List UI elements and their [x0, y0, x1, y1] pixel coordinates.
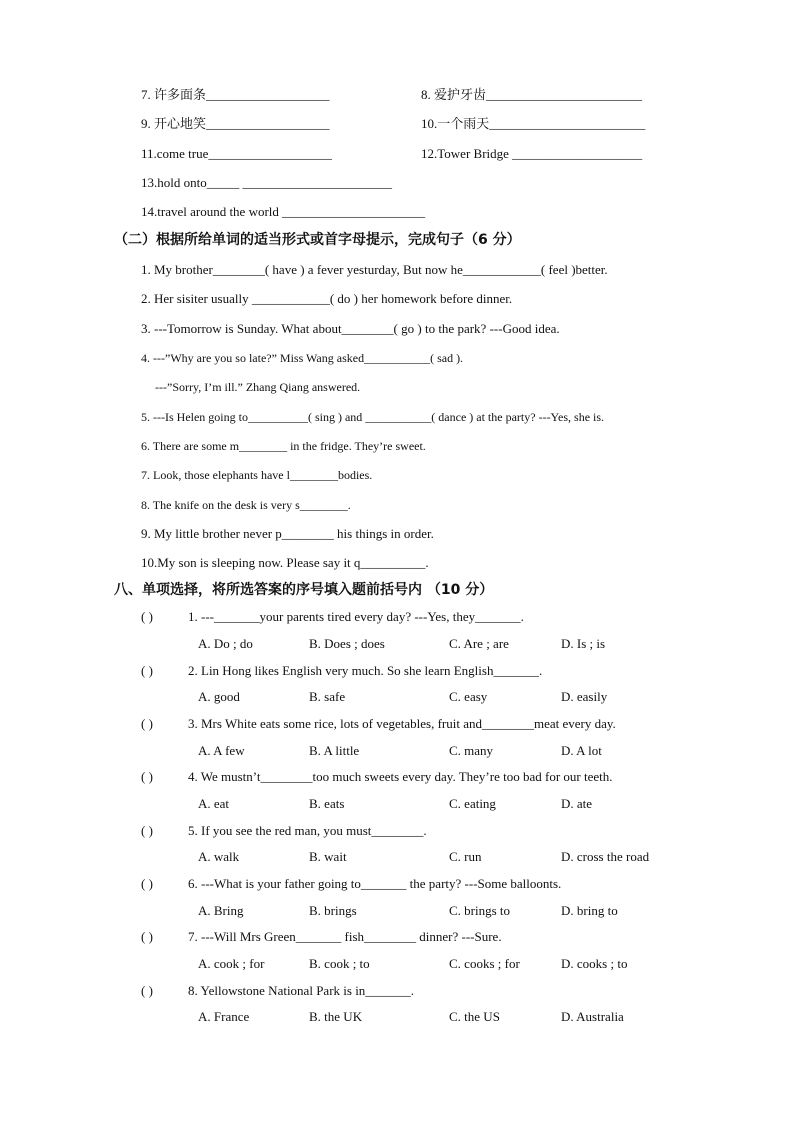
question-text: 7. ---Will Mrs Green_______ fish________ dinner? ---Sure.: [188, 929, 502, 944]
option-c: C. cooks ; for: [449, 956, 520, 971]
vocab-item-10: 10.一个雨天________________________: [421, 116, 646, 131]
vocab-item-12: 12.Tower Bridge ____________________: [421, 146, 643, 161]
option-d: D. easily: [561, 689, 608, 704]
answer-blank[interactable]: ( ): [141, 716, 153, 731]
option-a: A. good: [198, 689, 240, 704]
answer-blank[interactable]: ( ): [141, 983, 153, 998]
option-a: A. Bring: [198, 903, 244, 918]
option-c: C. eating: [449, 796, 496, 811]
vocab-item-9: 9. 开心地笑___________________: [141, 116, 330, 131]
question-text: 6. ---What is your father going to_______ the party? ---Some balloonts.: [188, 876, 562, 891]
option-c: C. the US: [449, 1009, 500, 1024]
option-c: C. brings to: [449, 903, 511, 918]
question-text: 5. If you see the red man, you must________.: [188, 823, 427, 838]
option-a: A. France: [198, 1009, 250, 1024]
option-b: B. brings: [309, 903, 357, 918]
fill-item-4: 4. ---”Why are you so late?” Miss Wang asked___________( sad ).: [141, 351, 464, 365]
option-c: C. run: [449, 849, 482, 864]
fill-item-10: 10.My son is sleeping now. Please say it q__________.: [141, 555, 429, 570]
question-text: 1. ---_______your parents tired every day? ---Yes, they_______.: [188, 609, 524, 624]
answer-blank[interactable]: ( ): [141, 663, 153, 678]
option-a: A. walk: [198, 849, 240, 864]
fill-item-4-reply: ---”Sorry, I’m ill.” Zhang Qiang answered.: [155, 380, 361, 394]
fill-item-7: 7. Look, those elephants have l________bodies.: [141, 468, 373, 482]
option-b: B. safe: [309, 689, 346, 704]
fill-item-6: 6. There are some m________ in the fridge. They’re sweet.: [141, 439, 426, 453]
question-text: 8. Yellowstone National Park is in_______.: [188, 983, 415, 998]
option-d: D. Is ; is: [561, 636, 606, 651]
vocab-item-11: 11.come true___________________: [141, 146, 332, 161]
answer-blank[interactable]: ( ): [141, 769, 153, 784]
fill-item-1: 1. My brother________( have ) a fever yesturday, But now he____________( feel )better.: [141, 262, 608, 277]
option-a: A. Do ; do: [198, 636, 253, 651]
section-8-heading: 八、单项选择，将所选答案的序号填入题前括号内 （10 分）: [114, 582, 494, 598]
answer-blank[interactable]: ( ): [141, 929, 153, 944]
option-d: D. A lot: [561, 743, 602, 758]
vocab-item-14: 14.travel around the world ______________________: [141, 204, 426, 219]
question-text: 4. We mustn’t________too much sweets every day. They’re too bad for our teeth.: [188, 769, 613, 784]
answer-blank[interactable]: ( ): [141, 823, 153, 838]
option-d: D. cross the road: [561, 849, 650, 864]
option-b: B. A little: [309, 743, 360, 758]
option-c: C. easy: [449, 689, 488, 704]
question-text: 2. Lin Hong likes English very much. So she learn English_______.: [188, 663, 543, 678]
fill-item-5: 5. ---Is Helen going to__________( sing ) and ___________( dance ) at the party? ---Yes, she is.: [141, 410, 605, 424]
option-d: D. cooks ; to: [561, 956, 628, 971]
fill-item-2: 2. Her sisiter usually ____________( do ) her homework before dinner.: [141, 291, 513, 306]
option-b: B. cook ; to: [309, 956, 370, 971]
option-d: D. ate: [561, 796, 593, 811]
option-a: A. A few: [198, 743, 245, 758]
question-text: 3. Mrs White eats some rice, lots of vegetables, fruit and________meat every day.: [188, 716, 616, 731]
option-b: B. Does ; does: [309, 636, 385, 651]
answer-blank[interactable]: ( ): [141, 876, 153, 891]
option-d: D. bring to: [561, 903, 618, 918]
option-b: B. the UK: [309, 1009, 363, 1024]
section-2-heading: （二）根据所给单词的适当形式或首字母提示，完成句子（6 分）: [114, 232, 521, 248]
vocab-item-8: 8. 爱护牙齿________________________: [421, 87, 643, 102]
option-a: A. cook ; for: [198, 956, 265, 971]
fill-item-9: 9. My little brother never p________ his things in order.: [141, 526, 434, 541]
option-b: B. eats: [309, 796, 345, 811]
fill-item-8: 8. The knife on the desk is very s________.: [141, 498, 351, 512]
option-a: A. eat: [198, 796, 230, 811]
vocab-item-7: 7. 许多面条___________________: [141, 87, 330, 102]
option-c: C. Are ; are: [449, 636, 509, 651]
option-d: D. Australia: [561, 1009, 624, 1024]
fill-item-3: 3. ---Tomorrow is Sunday. What about________( go ) to the park? ---Good idea.: [141, 321, 560, 336]
option-b: B. wait: [309, 849, 347, 864]
vocab-item-13: 13.hold onto_____ _______________________: [141, 175, 392, 190]
answer-blank[interactable]: ( ): [141, 609, 153, 624]
option-c: C. many: [449, 743, 494, 758]
